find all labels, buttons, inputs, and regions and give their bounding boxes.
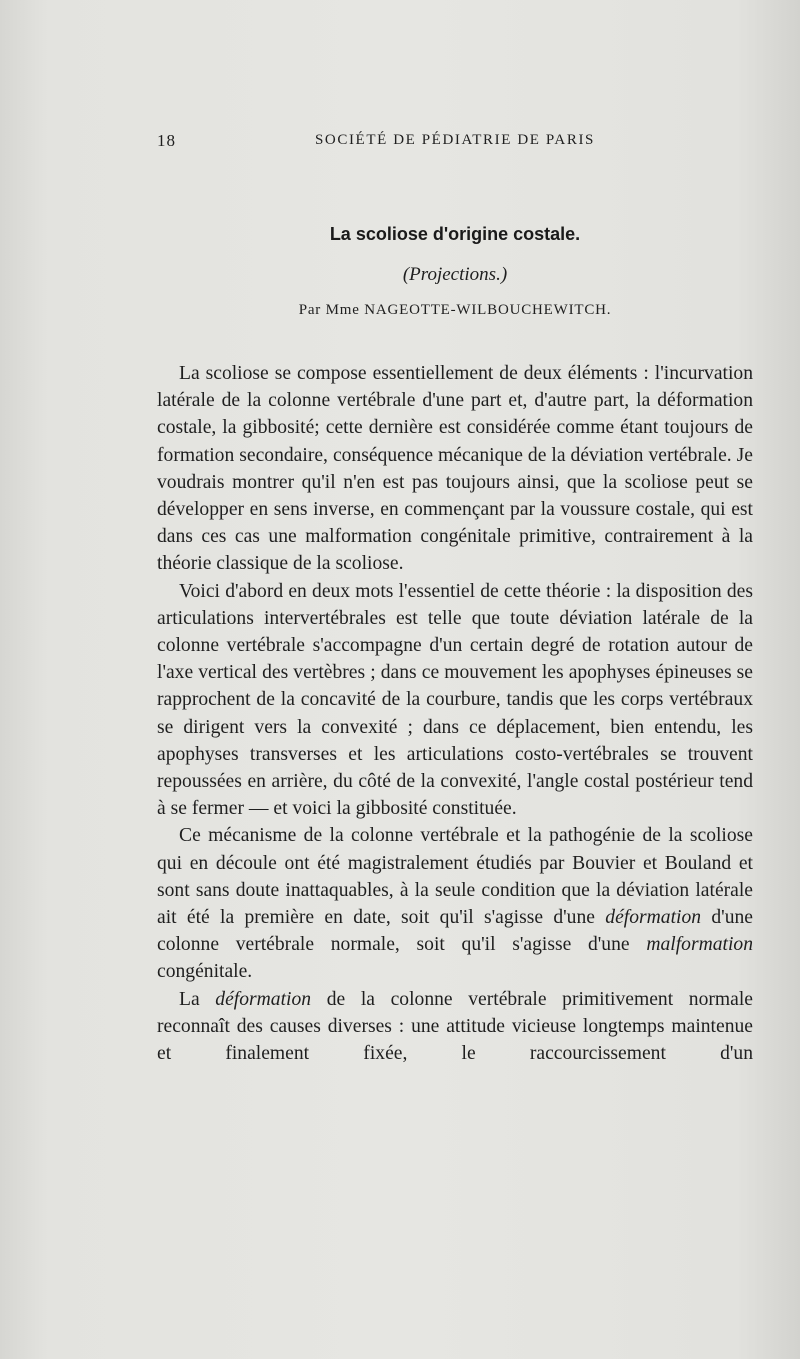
- paragraph-4: [157, 986, 753, 1068]
- page-number: 18: [157, 131, 176, 150]
- paragraph-2: [157, 578, 753, 823]
- emphasis-malformation: malformation: [646, 934, 753, 956]
- article-subtitle: (Projections.): [402, 264, 508, 285]
- emphasis-deformation: déformation: [605, 907, 702, 929]
- article-author: Par Mme NAGEOTTE-WILBOUCHEWITCH.: [298, 302, 612, 318]
- running-head: [157, 131, 753, 155]
- paragraph-text: Ce mécanisme de la colonne vertébrale et la pathogénie de la scoliose qui en découle ont été magistralement étudiés par Bouvier et Bouland et sont sans doute inattaquables, à la seule condition que la déviation latérale ait été la première en date, soit qu'il s'agisse d'une: [157, 825, 753, 929]
- paragraph-1: [157, 360, 753, 578]
- journal-title: SOCIÉTÉ DE PÉDIATRIE DE PARIS: [314, 132, 596, 148]
- paragraph-text: congénitale.: [157, 961, 253, 983]
- paragraph-text: Voici d'abord en deux mots l'essentiel de cette théorie : la disposition des articulations intervertébrales est telle que toute déviation latérale de la colonne vertébrale s'accompagne d'un certain degré de rotation autour de l'axe vertical des vertèbres ; dans ce mouvement les apophyses épineuses se rapprochent de la concavité de la courbure, tandis que les corps vertébraux se dirigent vers la convexité ; dans ce déplacement, bien entendu, les apophyses transverses et les articulations costo-vertébrales se trouvent repoussées en arrière, du côté de la convexité, l'angle costal postérieur tend à se fermer — et voici la gibbosité constituée.: [157, 580, 753, 820]
- article-body: [157, 360, 753, 1067]
- emphasis-deformation: déformation: [215, 988, 312, 1010]
- paragraph-3: [157, 822, 753, 985]
- article-title: La scoliose d'origine costale.: [329, 224, 581, 244]
- paragraph-text: d'une colonne vertébrale normale, soit qu'il s'agisse d'une: [157, 907, 753, 956]
- paragraph-text: La scoliose se compose essentiellement de deux éléments : l'incurvation latérale de la colonne vertébrale d'une part et, d'autre part, la déformation costale, la gibbosité; cette dernière est considérée comme étant toujours de formation secondaire, conséquence mécanique de la déviation vertébrale. Je voudrais montrer qu'il n'en est pas toujours ainsi, que la scoliose peut se développer en sens inverse, en commençant par la voussure costale, qui est dans ces cas une malformation congénitale primitive, contrairement à la théorie classique de la scoliose.: [157, 363, 753, 575]
- paragraph-text: La: [179, 988, 216, 1010]
- paragraph-text: de la colonne vertébrale primitivement normale reconnaît des causes diverses : une attitude vicieuse longtemps maintenue et finalement fixée, le raccourcissement d'un: [157, 988, 753, 1065]
